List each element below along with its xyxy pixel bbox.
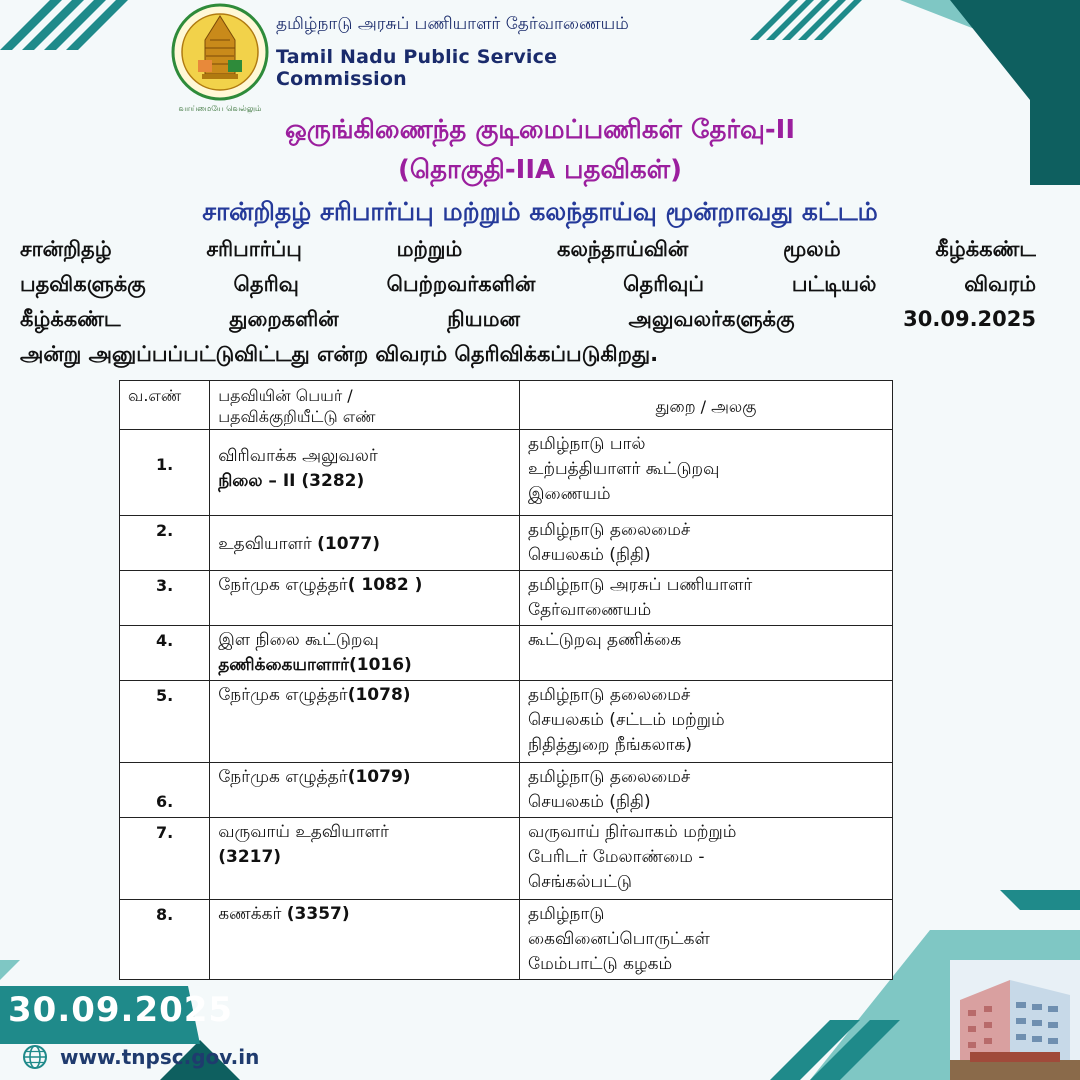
table-row	[120, 516, 893, 571]
post-name: நேர்முக எழுத்தர்	[218, 767, 348, 787]
row-dept	[520, 516, 893, 571]
post-code: (1079)	[347, 767, 411, 787]
table-row	[120, 626, 893, 681]
page-subtitle: சான்றிதழ் சரிபார்ப்பு மற்றும் கலந்தாய்வு மூன்றாவது கட்டம்	[202, 197, 878, 226]
dept-line: தமிழ்நாடு தலைமைச்	[528, 767, 691, 787]
dept-line: தேர்வாணையம்	[528, 600, 652, 620]
website-link[interactable]	[22, 1040, 259, 1074]
row-post	[210, 818, 520, 900]
header-post-line2: பதவிக்குறியீட்டு எண்	[218, 407, 376, 426]
row-dept	[520, 900, 893, 980]
emblem-motto: வாய்மையே வெல்லும்	[178, 104, 262, 113]
dept-line: தமிழ்நாடு	[528, 904, 605, 924]
top-left-stripes	[0, 0, 150, 60]
post-name: நேர்முக எழுத்தர்	[218, 575, 348, 595]
row-dept	[520, 571, 893, 626]
post-code: தணிக்கையாளார்(1016)	[218, 655, 412, 675]
table-row	[120, 681, 893, 763]
globe-icon	[22, 1044, 48, 1070]
post-code: ( 1082 )	[347, 575, 423, 595]
org-name-english: Tamil Nadu Public Service Commission	[276, 46, 558, 90]
dept-line: கைவினைப்பொருட்கள்	[528, 929, 710, 949]
row-dept	[520, 818, 893, 900]
date-label: 30.09.2025	[8, 990, 234, 1030]
row-post	[210, 763, 520, 818]
row-sno: 2.	[120, 516, 210, 571]
row-sno: 1.	[120, 430, 210, 516]
paragraph-line: அன்று அனுப்பப்பட்டுவிட்டது என்ற விவரம் தெரிவிக்கப்படுகிறது.	[20, 342, 659, 366]
post-name: இள நிலை கூட்டுறவு	[218, 630, 379, 650]
row-post	[210, 430, 520, 516]
row-post	[210, 571, 520, 626]
paragraph-line: கீழ்க்கண்ட துறைகளின் நியமன அலுவலர்களுக்கு 30.09.2025	[20, 307, 1036, 331]
posts-table	[119, 380, 893, 980]
dept-line: தமிழ்நாடு தலைமைச்	[528, 520, 691, 540]
post-code: (1078)	[347, 685, 411, 705]
post-code: நிலை – II (3282)	[218, 471, 365, 491]
row-sno: 6.	[120, 763, 210, 818]
header-sno: வ.எண்	[120, 381, 210, 430]
table-row	[120, 818, 893, 900]
row-sno: 3.	[120, 571, 210, 626]
paragraph-line: பதவிகளுக்கு தெரிவு பெற்றவர்களின் தெரிவுப் பட்டியல் விவரம்	[20, 272, 1036, 296]
page-title-group: (தொகுதி-IIA பதவிகள்)	[397, 155, 683, 185]
post-name: கணக்கர்	[218, 904, 282, 924]
tnpsc-building-image	[950, 960, 1080, 1080]
dept-line: நிதித்துறை நீங்கலாக)	[528, 735, 693, 755]
post-name: வருவாய் உதவியாளர்	[218, 822, 389, 842]
dept-line: உற்பத்தியாளர் கூட்டுறவு	[528, 459, 720, 479]
row-post	[210, 626, 520, 681]
dept-line: தமிழ்நாடு பால்	[528, 434, 646, 454]
row-post	[210, 516, 520, 571]
post-code: (3217)	[218, 847, 282, 867]
row-dept	[520, 763, 893, 818]
row-sno: 7.	[120, 818, 210, 900]
page-title: ஒருங்கிணைந்த குடிமைப்பணிகள் தேர்வு-II	[285, 115, 795, 145]
post-name: நேர்முக எழுத்தர்	[218, 685, 348, 705]
dept-line: தமிழ்நாடு தலைமைச்	[528, 685, 691, 705]
org-name-tamil: தமிழ்நாடு அரசுப் பணியாளர் தேர்வாணையம்	[276, 14, 629, 34]
dept-line: செயலகம் (சட்டம் மற்றும்	[528, 710, 725, 730]
dept-line: இணையம்	[528, 484, 611, 504]
post-name: விரிவாக்க அலுவலர்	[218, 446, 378, 466]
post-name: உதவியாளர்	[218, 534, 312, 554]
announcement-paragraph	[20, 232, 1036, 372]
header	[170, 2, 690, 102]
table-row	[120, 900, 893, 980]
dept-line: செங்கல்பட்டு	[528, 872, 632, 892]
table-header-row	[120, 381, 893, 430]
tn-government-emblem-icon	[170, 2, 270, 102]
row-sno: 5.	[120, 681, 210, 763]
dept-line: பேரிடர் மேலாண்மை -	[528, 847, 705, 867]
dept-line: செயலகம் (நிதி)	[528, 792, 651, 812]
dept-line: வருவாய் நிர்வாகம் மற்றும்	[528, 822, 737, 842]
row-sno: 8.	[120, 900, 210, 980]
dept-line: மேம்பாட்டு கழகம்	[528, 954, 673, 974]
post-code: (1077)	[317, 534, 381, 554]
paragraph-line: சான்றிதழ் சரிபார்ப்பு மற்றும் கலந்தாய்வின் மூலம் கீழ்க்கண்ட	[20, 237, 1036, 261]
row-post	[210, 900, 520, 980]
dept-line: தமிழ்நாடு அரசுப் பணியாளர்	[528, 575, 753, 595]
row-sno: 4.	[120, 626, 210, 681]
post-code: (3357)	[286, 904, 350, 924]
row-dept	[520, 626, 893, 681]
table-row	[120, 571, 893, 626]
row-dept	[520, 681, 893, 763]
dept-line: செயலகம் (நிதி)	[528, 545, 651, 565]
header-post-line1: பதவியின் பெயர் /	[218, 386, 353, 405]
header-dept: துறை / அலகு	[520, 381, 893, 430]
dept-line: கூட்டுறவு தணிக்கை	[528, 630, 682, 650]
row-post	[210, 681, 520, 763]
header-post	[210, 381, 520, 430]
table-row	[120, 430, 893, 516]
row-dept	[520, 430, 893, 516]
table-row	[120, 763, 893, 818]
website-url[interactable]: www.tnpsc.gov.in	[60, 1045, 260, 1069]
